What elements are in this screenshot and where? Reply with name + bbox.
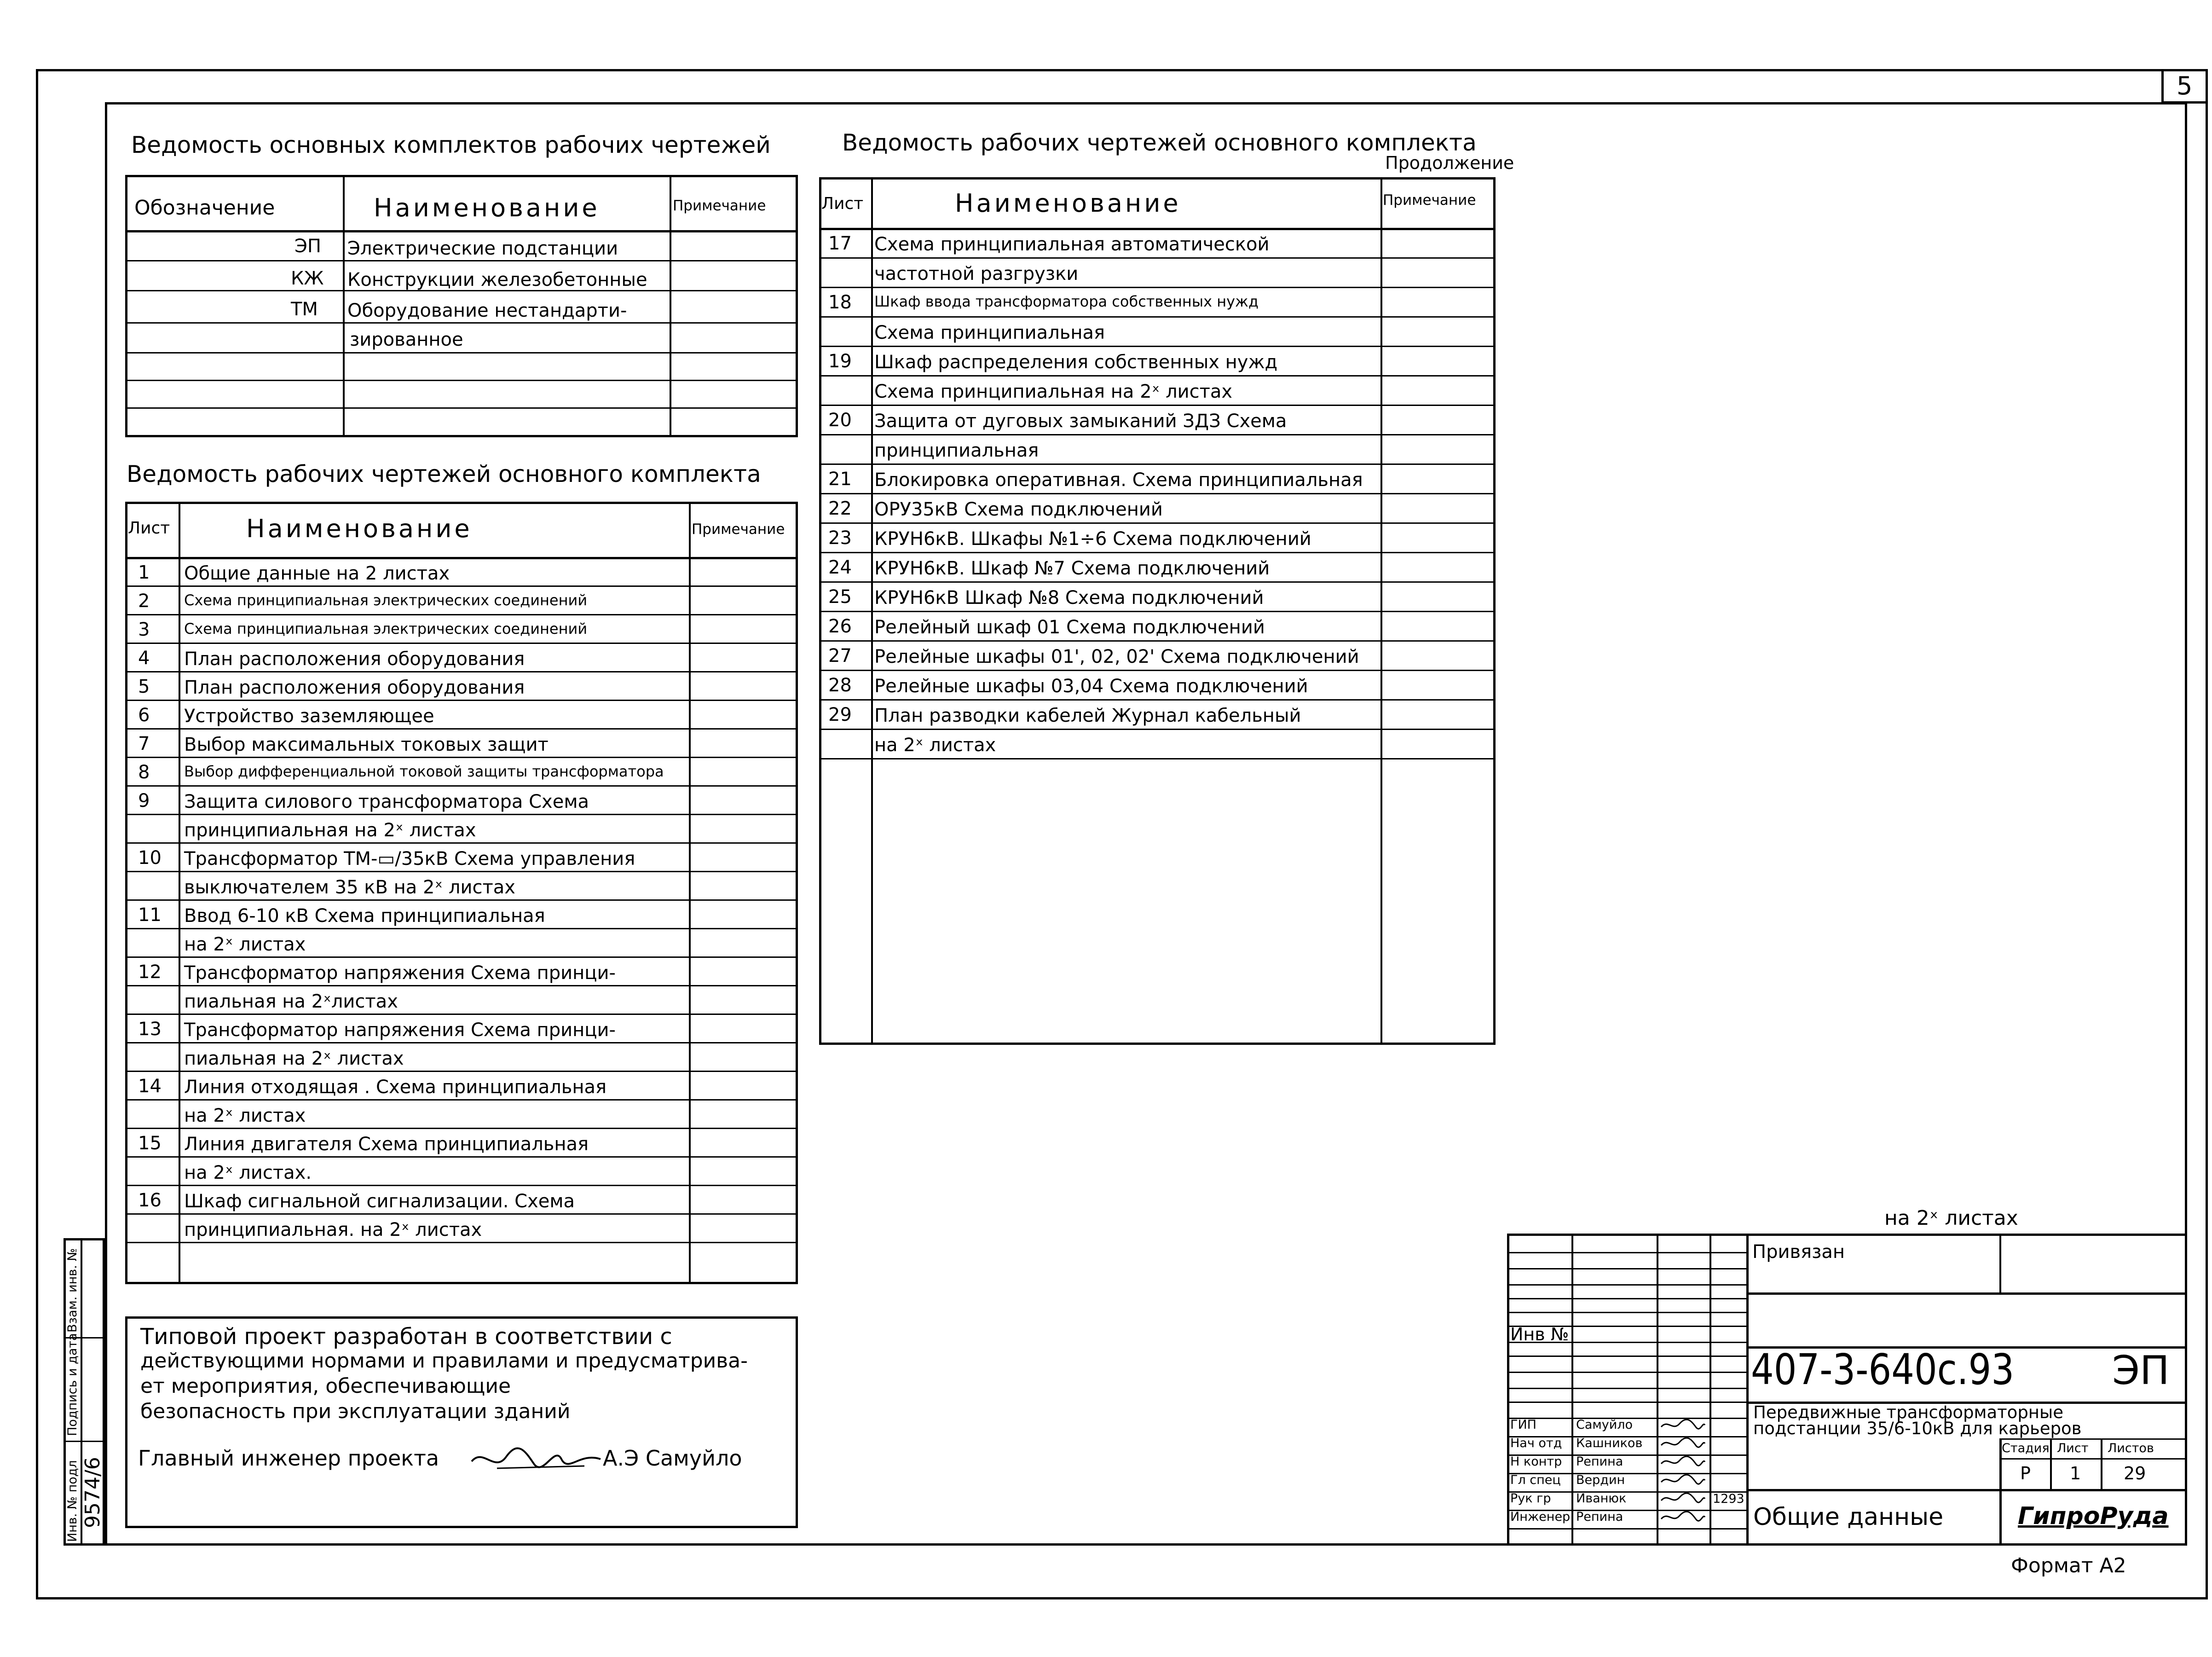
table3-row-line xyxy=(819,287,1496,288)
table2-row-name: принципиальная. на 2ˣ листах xyxy=(184,1219,482,1240)
table2-row-num: 1 xyxy=(138,562,150,583)
chief-engineer-signature xyxy=(469,1441,603,1482)
table2-row-line xyxy=(125,1156,798,1158)
table3-row-name: КРУН6кВ. Шкафы №1÷6 Схема подключений xyxy=(874,528,1311,550)
table2-row-line xyxy=(125,643,798,644)
table2-row-line xyxy=(125,1099,798,1101)
stamp-grid-line xyxy=(1507,1312,1746,1313)
table3-row-name: КРУН6кВ. Шкаф №7 Схема подключений xyxy=(874,558,1270,579)
table2-header-note: Примечание xyxy=(692,521,785,538)
note-line: ет мероприятия, обеспечивающие xyxy=(140,1374,511,1398)
table1-code: ТМ xyxy=(291,299,318,320)
table2-row-name: Трансформатор напряжения Схема принци- xyxy=(184,1020,616,1041)
table3-header-name: Наименование xyxy=(955,189,1181,218)
table3-row-name: ОРУ35кВ Схема подключений xyxy=(874,499,1163,520)
table2-row-line xyxy=(125,585,798,587)
stamp-sheet-title: Общие данные xyxy=(1753,1503,1944,1531)
stamp-grid-line xyxy=(1507,1356,1746,1357)
table3-row-line xyxy=(819,346,1496,347)
format-label: Формат А2 xyxy=(2011,1554,2126,1577)
table3-row-name: Релейные шкафы 03,04 Схема подключений xyxy=(874,676,1308,697)
table2-row-line xyxy=(125,757,798,758)
stamp-inv-label: Инв № xyxy=(1510,1324,1569,1344)
stamp-project-title-1: Передвижные трансформаторные xyxy=(1753,1402,2063,1422)
table3-row-num: 25 xyxy=(828,586,852,608)
table2-row-name: Выбор максимальных токовых защит xyxy=(184,734,549,755)
table2-row-num: 8 xyxy=(138,762,150,783)
table3-title: Ведомость рабочих чертежей основного комплекта xyxy=(842,129,1477,156)
table3-row-line xyxy=(819,758,1496,759)
table3-row-line xyxy=(819,581,1496,583)
table3-row-name: Релейный шкаф 01 Схема подключений xyxy=(874,617,1265,638)
table2-row-line xyxy=(125,785,798,787)
table2-row-name: Ввод 6-10 кВ Схема принципиальная xyxy=(184,905,545,927)
table1-name: Конструкции железобетонные xyxy=(347,269,647,290)
stamp-sheet: 1 xyxy=(2070,1463,2081,1483)
table3-row-line xyxy=(819,257,1496,259)
table2-row-line xyxy=(125,1213,798,1215)
signer-signature xyxy=(1659,1490,1707,1507)
signer-signature xyxy=(1659,1472,1707,1489)
stamp-stage: Р xyxy=(2020,1463,2031,1483)
stamp-sheet-label: Лист xyxy=(2057,1441,2089,1455)
table1-name: зированное xyxy=(350,329,463,350)
table2-header-line xyxy=(125,557,798,559)
table2-col xyxy=(179,502,180,1284)
table3-row-num: 19 xyxy=(828,351,852,372)
stamp-grid-line xyxy=(1507,1284,1746,1286)
table1-row-line xyxy=(125,260,798,261)
stamp-doc-mark: ЭП xyxy=(2112,1348,2170,1394)
table2-row-num: 12 xyxy=(138,962,162,983)
table2-row-name: Трансформатор ТМ-▭/35кВ Схема управления xyxy=(184,848,635,869)
table2-row-name: План расположения оборудования xyxy=(184,649,525,670)
table2-row-line xyxy=(125,871,798,872)
stamp-col xyxy=(1571,1234,1573,1546)
table1-row-line xyxy=(125,380,798,381)
table2-row-num: 3 xyxy=(138,619,150,640)
table2-col xyxy=(689,502,691,1284)
table2-row-line xyxy=(125,956,798,958)
table1-code: КЖ xyxy=(291,268,324,289)
table3-row-line xyxy=(819,552,1496,553)
table3-row-name: Схема принципиальная на 2ˣ листах xyxy=(874,381,1233,402)
table3-row-num: 26 xyxy=(828,616,852,637)
table2-row-name: Защита силового трансформатора Схема xyxy=(184,791,589,812)
table2-row-line xyxy=(125,814,798,815)
signer-role: ГИП xyxy=(1510,1418,1536,1432)
table3-row-line xyxy=(819,405,1496,406)
table2-row-num: 6 xyxy=(138,705,150,726)
stamp-col xyxy=(2101,1438,2102,1489)
stamp-above-label: на 2ˣ листах xyxy=(1884,1206,2018,1230)
stamp-line xyxy=(1999,1438,2187,1440)
table3-row-num: 23 xyxy=(828,527,852,549)
side-label-replace: Взам. инв. № xyxy=(65,1248,80,1333)
signer-role: Нач отд xyxy=(1510,1436,1562,1450)
signer-role: Н контр xyxy=(1510,1454,1562,1469)
table2-row-line xyxy=(125,700,798,701)
table2-row-line xyxy=(125,1014,798,1015)
stamp-date-note: 1293 xyxy=(1713,1492,1744,1506)
stamp-grid-line xyxy=(1507,1528,1746,1530)
table3-row-name: Схема принципиальная автоматической xyxy=(874,234,1270,255)
stamp-grid-line xyxy=(1507,1388,1746,1389)
table1-name: Электрические подстанции xyxy=(347,238,618,259)
side-strip-divider xyxy=(64,1441,105,1442)
stamp-grid-line xyxy=(1507,1268,1746,1269)
signer-signature xyxy=(1659,1417,1707,1433)
stamp-line xyxy=(1999,1458,2187,1460)
table2-row-line xyxy=(125,899,798,901)
table1-row-line xyxy=(125,407,798,409)
table3-row-line xyxy=(819,729,1496,730)
table3-row-line xyxy=(819,375,1496,377)
table2-row-name: на 2ˣ листах xyxy=(184,1105,306,1126)
side-label-inv: Инв. № подл xyxy=(65,1460,80,1542)
table2-row-num: 14 xyxy=(138,1076,162,1097)
table3-header-note: Примечание xyxy=(1383,192,1476,209)
signer-signature xyxy=(1659,1454,1707,1470)
table2-row-name: выключателем 35 кВ на 2ˣ листах xyxy=(184,877,515,898)
table2-row-line xyxy=(125,671,798,672)
table2-header-name: Наименование xyxy=(246,514,473,543)
table2-row-name: на 2ˣ листах. xyxy=(184,1162,312,1183)
table3-row-name: План разводки кабелей Журнал кабельный xyxy=(874,705,1301,726)
table2-row-name: Линия отходящая . Схема принципиальная xyxy=(184,1077,607,1098)
table2-row-name: Общие данные на 2 листах xyxy=(184,563,450,584)
stamp-doc-code: 407-3-640с.93 xyxy=(1751,1345,2015,1394)
table3-row-line xyxy=(819,640,1496,642)
table2-row-line xyxy=(125,1042,798,1043)
stamp-line xyxy=(1746,1292,2187,1295)
table3-row-num: 28 xyxy=(828,675,852,696)
table2-header-num: Лист xyxy=(128,519,170,538)
table2-row-num: 2 xyxy=(138,591,150,612)
stamp-col xyxy=(1999,1234,2001,1293)
table2-row-line xyxy=(125,985,798,986)
table3-row-name: принципиальная xyxy=(874,440,1039,461)
side-label-sign: Подпись и дата xyxy=(65,1333,80,1436)
table2-row-name: Схема принципиальная электрических соединений xyxy=(184,591,588,609)
signer-signature xyxy=(1659,1435,1707,1452)
table2-title: Ведомость рабочих чертежей основного комплекта xyxy=(127,461,761,487)
sheet-number: 5 xyxy=(2177,71,2193,100)
stamp-org: ГипроРуда xyxy=(2018,1502,2169,1530)
table3-header-num: Лист xyxy=(821,194,864,213)
table3-row-line xyxy=(819,316,1496,318)
stamp-col xyxy=(1657,1234,1658,1546)
table3-row-num: 27 xyxy=(828,645,852,666)
signer-role: Рук гр xyxy=(1510,1491,1551,1506)
table3-row-num: 24 xyxy=(828,557,852,578)
table1-col xyxy=(343,175,345,437)
table1-header-note: Примечание xyxy=(673,197,766,214)
table1-name: Оборудование нестандарти- xyxy=(347,300,627,321)
note-line: действующими нормами и правилами и предусматрива- xyxy=(140,1349,748,1373)
signer-name: Вердин xyxy=(1576,1473,1625,1487)
table1-header-name: Наименование xyxy=(374,193,600,222)
table2-row-num: 15 xyxy=(138,1133,162,1154)
stamp-grid-line xyxy=(1507,1372,1746,1373)
table2-row-line xyxy=(125,1071,798,1072)
stamp-sheets: 29 xyxy=(2124,1463,2146,1483)
table3-continuation: Продолжение xyxy=(1385,153,1514,173)
table1-col xyxy=(670,175,671,437)
table3-row-name: Защита от дуговых замыканий ЗДЗ Схема xyxy=(874,411,1287,432)
table3-row-num: 18 xyxy=(828,292,852,313)
side-inv-number: 9574/6 xyxy=(81,1457,104,1528)
stamp-col xyxy=(1710,1234,1711,1546)
table1-row-line xyxy=(125,322,798,324)
table2-row-num: 9 xyxy=(138,790,150,811)
stamp-stage-label: Стадия xyxy=(2002,1441,2050,1455)
signer-name: Репина xyxy=(1576,1454,1623,1469)
stamp-sheets-label: Листов xyxy=(2108,1441,2154,1455)
table2-row-line xyxy=(125,614,798,615)
signer-role: Гл спец xyxy=(1510,1473,1561,1487)
table2-row-num: 13 xyxy=(138,1019,162,1040)
stamp-grid-line xyxy=(1507,1252,1746,1253)
stamp-col xyxy=(2050,1438,2052,1489)
table3-row-name: Блокировка оперативная. Схема принципиальная xyxy=(874,469,1363,491)
table2-row-num: 16 xyxy=(138,1190,162,1211)
signer-name: Самуйло xyxy=(1576,1418,1633,1432)
stamp-line xyxy=(1746,1489,2187,1491)
table2-row-name: пиальная на 2ˣ листах xyxy=(184,1048,404,1069)
table1-row-line xyxy=(125,352,798,353)
signer-name: Иванюк xyxy=(1576,1491,1627,1506)
table3-row-name: Схема принципиальная xyxy=(874,322,1105,343)
table3-row-num: 20 xyxy=(828,410,852,431)
table3-row-line xyxy=(819,611,1496,612)
table3-row-line xyxy=(819,493,1496,494)
table3-row-num: 17 xyxy=(828,233,852,254)
table3-row-num: 29 xyxy=(828,704,852,725)
table2-row-line xyxy=(125,1128,798,1129)
stamp-col xyxy=(1746,1234,1749,1546)
table2-row-name: Схема принципиальная электрических соединений xyxy=(184,620,588,637)
table3-row-name: КРУН6кВ Шкаф №8 Схема подключений xyxy=(874,587,1264,608)
table1-code: ЭП xyxy=(295,236,322,257)
table3-row-line xyxy=(819,522,1496,524)
table3-row-line xyxy=(819,434,1496,435)
chief-engineer-label: Главный инженер проекта xyxy=(138,1446,439,1471)
table2-row-name: Линия двигателя Схема принципиальная xyxy=(184,1134,589,1155)
table2-row-line xyxy=(125,728,798,730)
table3-row-name: Шкаф распределения собственных нужд xyxy=(874,352,1278,373)
table1-title: Ведомость основных комплектов рабочих чертежей xyxy=(131,132,771,158)
table2-row-line xyxy=(125,928,798,929)
table3-row-name: на 2ˣ листах xyxy=(874,735,996,756)
table2-row-num: 10 xyxy=(138,847,162,869)
table2-row-name: принципиальная на 2ˣ листах xyxy=(184,820,476,841)
table2-row-name: Устройство заземляющее xyxy=(184,706,434,727)
table2-row-name: пиальная на 2ˣлистах xyxy=(184,991,398,1012)
note-line: безопасность при эксплуатации зданий xyxy=(140,1400,571,1423)
signer-role: Инженер xyxy=(1510,1510,1571,1524)
table2-row-num: 7 xyxy=(138,733,150,754)
table2-row-line xyxy=(125,1185,798,1186)
table1-header-code: Обозначение xyxy=(134,196,275,220)
table2-row-name: Выбор дифференциальной токовой защиты трансформатора xyxy=(184,763,664,780)
table2-row-line xyxy=(125,1242,798,1243)
table2-row-num: 11 xyxy=(138,904,162,926)
stamp-project-title-2: подстанции 35/6-10кВ для карьеров xyxy=(1753,1419,2082,1438)
table3-header-line xyxy=(819,228,1496,230)
table3-row-name: Релейные шкафы 01', 02, 02' Схема подключений xyxy=(874,646,1359,667)
stamp-tied-label: Привязан xyxy=(1752,1241,1845,1263)
table1-header-line xyxy=(125,230,798,232)
table3-row-name: частотной разгрузки xyxy=(874,263,1079,284)
table2-row-num: 4 xyxy=(138,648,150,669)
note-line: Типовой проект разработан в соответствии с xyxy=(140,1324,672,1350)
table3-row-line xyxy=(819,699,1496,701)
table2-row-name: Шкаф сигнальной сигнализации. Схема xyxy=(184,1191,575,1212)
table2-row-num: 5 xyxy=(138,676,150,697)
signer-name: Репина xyxy=(1576,1510,1623,1524)
table2-row-name: План расположения оборудования xyxy=(184,677,525,698)
signer-name: Кашников xyxy=(1576,1436,1643,1450)
chief-engineer-name: А.Э Самуйло xyxy=(603,1446,742,1471)
table3-row-name: Шкаф ввода трансформатора собственных нужд xyxy=(874,293,1259,310)
stamp-grid-line xyxy=(1507,1402,1746,1403)
table3-row-line xyxy=(819,670,1496,671)
table3-row-num: 22 xyxy=(828,498,852,519)
table3-row-num: 21 xyxy=(828,469,852,490)
table3-row-line xyxy=(819,463,1496,465)
table2-row-name: на 2ˣ листах xyxy=(184,934,306,955)
signer-signature xyxy=(1659,1509,1707,1525)
table2-row-name: Трансформатор напряжения Схема принци- xyxy=(184,962,616,984)
table2-row-line xyxy=(125,842,798,844)
stamp-grid-line xyxy=(1507,1298,1746,1299)
